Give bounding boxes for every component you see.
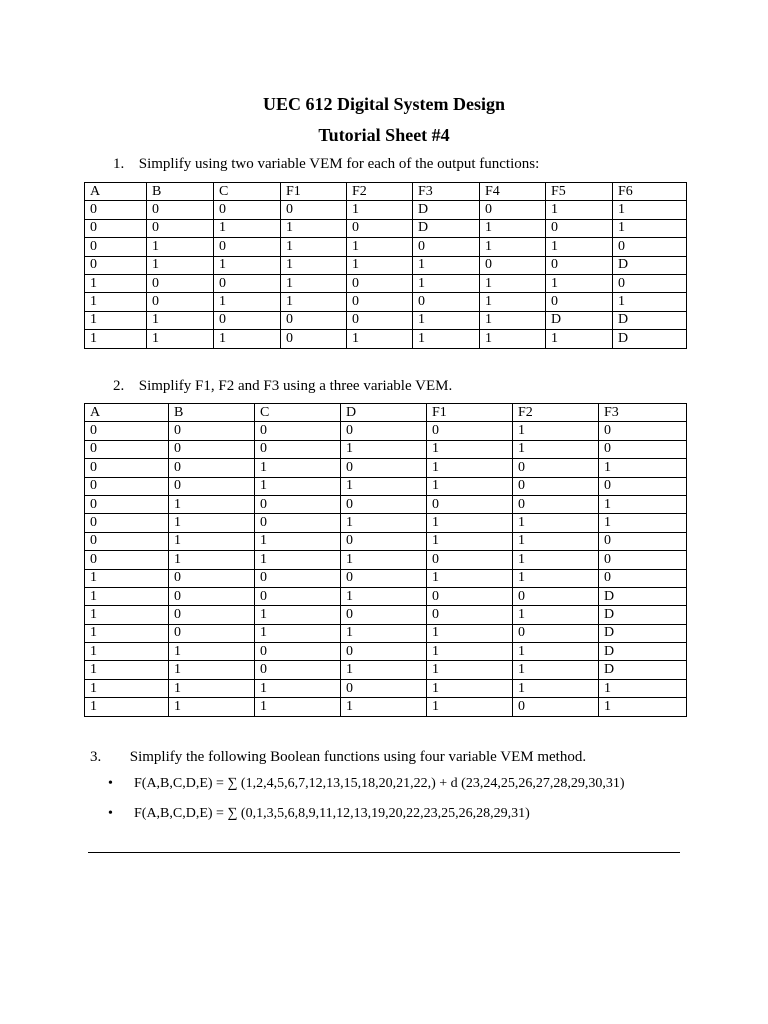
column-header: C bbox=[255, 404, 341, 422]
table-cell: 0 bbox=[513, 698, 599, 716]
function-item-1-text: F(A,B,C,D,E) = ∑ (1,2,4,5,6,7,12,13,15,18,20,21,22,) + d (23,24,25,26,27,28,29,30,31) bbox=[134, 776, 625, 791]
table-cell: 1 bbox=[513, 551, 599, 569]
table-cell: 0 bbox=[347, 219, 413, 237]
table-cell: 1 bbox=[255, 477, 341, 495]
table-cell: 1 bbox=[599, 514, 687, 532]
table-cell: 1 bbox=[85, 311, 147, 329]
column-header: F4 bbox=[480, 183, 546, 201]
table-cell: 1 bbox=[599, 459, 687, 477]
table-cell: D bbox=[546, 311, 613, 329]
column-header: D bbox=[341, 404, 427, 422]
table-cell: 1 bbox=[85, 569, 169, 587]
table-row bbox=[85, 238, 687, 256]
table-cell: 0 bbox=[613, 238, 687, 256]
table-cell: 1 bbox=[169, 551, 255, 569]
footer-divider bbox=[88, 852, 680, 853]
table-cell: 0 bbox=[427, 422, 513, 440]
table-cell: 1 bbox=[513, 440, 599, 458]
truth-table-2-body bbox=[85, 404, 687, 717]
table-cell: 1 bbox=[347, 330, 413, 348]
table-cell: 0 bbox=[255, 495, 341, 513]
column-header: A bbox=[85, 183, 147, 201]
table-cell: 1 bbox=[281, 293, 347, 311]
table-cell: 1 bbox=[427, 643, 513, 661]
table-cell: 0 bbox=[255, 569, 341, 587]
table-cell: 1 bbox=[85, 643, 169, 661]
table-cell: 0 bbox=[513, 459, 599, 477]
table-row bbox=[85, 514, 687, 532]
document-title: UEC 612 Digital System Design bbox=[263, 94, 505, 114]
column-header: F1 bbox=[427, 404, 513, 422]
table-cell: 0 bbox=[147, 293, 214, 311]
table-header-row bbox=[85, 183, 687, 201]
table-cell: 0 bbox=[427, 551, 513, 569]
bullet-icon: • bbox=[108, 806, 113, 821]
table-cell: 1 bbox=[281, 238, 347, 256]
table-cell: 0 bbox=[480, 201, 546, 219]
table-cell: 0 bbox=[255, 440, 341, 458]
table-cell: 0 bbox=[85, 256, 147, 274]
table-cell: 1 bbox=[85, 698, 169, 716]
table-cell: 1 bbox=[480, 330, 546, 348]
table-row bbox=[85, 569, 687, 587]
table-cell: 1 bbox=[413, 256, 480, 274]
table-cell: 1 bbox=[427, 698, 513, 716]
table-cell: 0 bbox=[169, 477, 255, 495]
table-cell: 0 bbox=[85, 219, 147, 237]
table-cell: 1 bbox=[169, 661, 255, 679]
column-header: F3 bbox=[413, 183, 480, 201]
table-cell: D bbox=[599, 624, 687, 642]
table-cell: 1 bbox=[347, 256, 413, 274]
table-cell: 0 bbox=[480, 256, 546, 274]
column-header: B bbox=[169, 404, 255, 422]
column-header: F2 bbox=[513, 404, 599, 422]
table-cell: 0 bbox=[214, 238, 281, 256]
table-cell: 1 bbox=[480, 238, 546, 256]
table-cell: 1 bbox=[427, 661, 513, 679]
bullet-icon: • bbox=[108, 776, 113, 791]
table-row bbox=[85, 459, 687, 477]
table-cell: 1 bbox=[480, 293, 546, 311]
table-cell: 0 bbox=[546, 219, 613, 237]
truth-table-1-body bbox=[85, 183, 687, 349]
table-cell: 1 bbox=[546, 238, 613, 256]
table-cell: 1 bbox=[513, 514, 599, 532]
table-cell: 0 bbox=[341, 679, 427, 697]
table-cell: D bbox=[413, 219, 480, 237]
table-cell: 0 bbox=[85, 201, 147, 219]
table-cell: 1 bbox=[85, 624, 169, 642]
table-cell: 0 bbox=[513, 587, 599, 605]
table-cell: 0 bbox=[347, 311, 413, 329]
table-cell: 1 bbox=[599, 495, 687, 513]
table-cell: 1 bbox=[341, 551, 427, 569]
table-row bbox=[85, 606, 687, 624]
table-row bbox=[85, 293, 687, 311]
table-cell: 0 bbox=[85, 495, 169, 513]
table-cell: 1 bbox=[613, 219, 687, 237]
table-cell: 0 bbox=[169, 624, 255, 642]
table-cell: 1 bbox=[341, 587, 427, 605]
table-row bbox=[85, 643, 687, 661]
table-cell: 1 bbox=[147, 256, 214, 274]
table-cell: 0 bbox=[427, 587, 513, 605]
table-cell: 1 bbox=[427, 459, 513, 477]
column-header: F6 bbox=[613, 183, 687, 201]
table-cell: 1 bbox=[546, 274, 613, 292]
table-cell: 0 bbox=[85, 238, 147, 256]
table-cell: 1 bbox=[513, 569, 599, 587]
table-cell: 0 bbox=[599, 551, 687, 569]
table-cell: 1 bbox=[255, 459, 341, 477]
table-cell: 0 bbox=[255, 422, 341, 440]
table-cell: 1 bbox=[341, 514, 427, 532]
table-cell: 1 bbox=[214, 293, 281, 311]
table-cell: 1 bbox=[169, 698, 255, 716]
table-row bbox=[85, 311, 687, 329]
table-cell: 0 bbox=[513, 624, 599, 642]
table-cell: 0 bbox=[341, 643, 427, 661]
table-cell: 1 bbox=[341, 698, 427, 716]
table-cell: 0 bbox=[169, 569, 255, 587]
function-item-1 bbox=[108, 774, 624, 794]
table-cell: 1 bbox=[413, 274, 480, 292]
table-cell: 0 bbox=[341, 532, 427, 550]
column-header: A bbox=[85, 404, 169, 422]
table-row bbox=[85, 440, 687, 458]
table-cell: 1 bbox=[341, 477, 427, 495]
table-cell: 1 bbox=[169, 514, 255, 532]
column-header: F1 bbox=[281, 183, 347, 201]
table-cell: D bbox=[599, 606, 687, 624]
table-cell: 1 bbox=[214, 330, 281, 348]
table-cell: 1 bbox=[613, 201, 687, 219]
table-cell: 1 bbox=[147, 311, 214, 329]
table-cell: 0 bbox=[599, 569, 687, 587]
function-item-2 bbox=[108, 804, 530, 824]
table-cell: 1 bbox=[413, 311, 480, 329]
table-cell: 0 bbox=[599, 477, 687, 495]
table-cell: 1 bbox=[546, 330, 613, 348]
question-3-text: Simplify the following Boolean functions using four variable VEM method. bbox=[129, 749, 587, 765]
table-cell: 0 bbox=[427, 606, 513, 624]
table-cell: 0 bbox=[546, 293, 613, 311]
table-cell: 1 bbox=[480, 274, 546, 292]
table-row bbox=[85, 274, 687, 292]
table-cell: 0 bbox=[147, 274, 214, 292]
table-cell: D bbox=[613, 311, 687, 329]
table-cell: 0 bbox=[169, 440, 255, 458]
table-cell: 1 bbox=[255, 679, 341, 697]
table-row bbox=[85, 330, 687, 348]
table-cell: 0 bbox=[599, 440, 687, 458]
table-row bbox=[85, 422, 687, 440]
table-cell: 0 bbox=[85, 477, 169, 495]
table-row bbox=[85, 624, 687, 642]
table-row bbox=[85, 661, 687, 679]
table-cell: 1 bbox=[147, 238, 214, 256]
table-cell: 1 bbox=[427, 679, 513, 697]
table-cell: 0 bbox=[214, 311, 281, 329]
table-cell: D bbox=[599, 643, 687, 661]
table-cell: 0 bbox=[347, 274, 413, 292]
table-cell: 0 bbox=[413, 293, 480, 311]
table-cell: 1 bbox=[513, 679, 599, 697]
table-cell: 1 bbox=[599, 679, 687, 697]
table-cell: 1 bbox=[341, 661, 427, 679]
table-cell: 1 bbox=[546, 201, 613, 219]
table-cell: 1 bbox=[341, 440, 427, 458]
document-subtitle: Tutorial Sheet #4 bbox=[318, 125, 450, 145]
table-cell: 1 bbox=[255, 606, 341, 624]
table-cell: 1 bbox=[513, 606, 599, 624]
column-header: C bbox=[214, 183, 281, 201]
table-cell: 0 bbox=[147, 219, 214, 237]
table-cell: 0 bbox=[599, 532, 687, 550]
table-cell: 0 bbox=[85, 551, 169, 569]
table-cell: 1 bbox=[255, 698, 341, 716]
table-cell: 1 bbox=[347, 238, 413, 256]
table-row bbox=[85, 477, 687, 495]
table-cell: 1 bbox=[427, 532, 513, 550]
table-cell: D bbox=[413, 201, 480, 219]
table-cell: 0 bbox=[255, 587, 341, 605]
table-cell: 0 bbox=[85, 532, 169, 550]
table-cell: 1 bbox=[147, 330, 214, 348]
table-cell: D bbox=[613, 256, 687, 274]
table-cell: 1 bbox=[513, 643, 599, 661]
table-row bbox=[85, 495, 687, 513]
table-header-row bbox=[85, 404, 687, 422]
table-cell: 0 bbox=[85, 440, 169, 458]
column-header: F5 bbox=[546, 183, 613, 201]
table-cell: 1 bbox=[480, 219, 546, 237]
table-cell: 1 bbox=[427, 440, 513, 458]
table-cell: 0 bbox=[85, 514, 169, 532]
truth-table-2 bbox=[84, 403, 687, 717]
table-row bbox=[85, 219, 687, 237]
table-cell: 1 bbox=[85, 293, 147, 311]
question-1 bbox=[113, 154, 539, 174]
table-cell: 0 bbox=[341, 459, 427, 477]
table-cell: 1 bbox=[85, 679, 169, 697]
table-cell: 1 bbox=[169, 679, 255, 697]
table-cell: 0 bbox=[147, 201, 214, 219]
table-cell: 0 bbox=[613, 274, 687, 292]
table-cell: 0 bbox=[513, 495, 599, 513]
table-cell: 0 bbox=[413, 238, 480, 256]
table-cell: 0 bbox=[341, 606, 427, 624]
table-cell: 0 bbox=[347, 293, 413, 311]
table-cell: 1 bbox=[427, 477, 513, 495]
table-cell: 1 bbox=[85, 330, 147, 348]
table-row bbox=[85, 698, 687, 716]
table-cell: 1 bbox=[255, 551, 341, 569]
table-row bbox=[85, 551, 687, 569]
table-cell: 1 bbox=[347, 201, 413, 219]
table-row bbox=[85, 679, 687, 697]
question-1-number: 1. bbox=[113, 156, 125, 172]
table-cell: 0 bbox=[214, 274, 281, 292]
table-cell: 0 bbox=[599, 422, 687, 440]
table-row bbox=[85, 201, 687, 219]
table-cell: 1 bbox=[341, 624, 427, 642]
table-cell: 1 bbox=[214, 219, 281, 237]
column-header: F2 bbox=[347, 183, 413, 201]
question-1-text: Simplify using two variable VEM for each of the output functions: bbox=[138, 156, 540, 172]
table-cell: 1 bbox=[85, 587, 169, 605]
table-cell: 0 bbox=[169, 606, 255, 624]
table-cell: 1 bbox=[255, 532, 341, 550]
function-item-2-text: F(A,B,C,D,E) = ∑ (0,1,3,5,6,8,9,11,12,13,19,20,22,23,25,26,28,29,31) bbox=[134, 806, 530, 821]
table-cell: 1 bbox=[281, 256, 347, 274]
table-cell: 0 bbox=[169, 459, 255, 477]
question-2-number: 2. bbox=[113, 378, 125, 394]
table-cell: 1 bbox=[169, 532, 255, 550]
table-cell: 0 bbox=[341, 495, 427, 513]
truth-table-1 bbox=[84, 182, 687, 349]
table-cell: 0 bbox=[341, 422, 427, 440]
table-cell: 0 bbox=[281, 201, 347, 219]
table-cell: D bbox=[599, 661, 687, 679]
table-cell: 0 bbox=[281, 330, 347, 348]
question-3-number: 3. bbox=[90, 749, 102, 765]
table-cell: 1 bbox=[427, 624, 513, 642]
table-cell: 1 bbox=[613, 293, 687, 311]
table-cell: 1 bbox=[480, 311, 546, 329]
table-cell: 1 bbox=[169, 495, 255, 513]
table-cell: 1 bbox=[599, 698, 687, 716]
table-cell: 1 bbox=[214, 256, 281, 274]
table-cell: 0 bbox=[427, 495, 513, 513]
table-cell: 0 bbox=[255, 661, 341, 679]
table-cell: 1 bbox=[427, 514, 513, 532]
table-cell: 0 bbox=[546, 256, 613, 274]
table-cell: 0 bbox=[85, 422, 169, 440]
table-cell: 1 bbox=[85, 661, 169, 679]
table-cell: 1 bbox=[281, 274, 347, 292]
column-header: F3 bbox=[599, 404, 687, 422]
table-cell: 1 bbox=[513, 661, 599, 679]
question-2 bbox=[113, 376, 452, 396]
table-cell: 0 bbox=[255, 643, 341, 661]
table-cell: 1 bbox=[85, 606, 169, 624]
table-cell: 1 bbox=[513, 422, 599, 440]
table-row bbox=[85, 532, 687, 550]
table-cell: 1 bbox=[169, 643, 255, 661]
table-cell: 0 bbox=[255, 514, 341, 532]
table-cell: 1 bbox=[85, 274, 147, 292]
table-cell: 1 bbox=[413, 330, 480, 348]
table-cell: 0 bbox=[513, 477, 599, 495]
table-cell: 0 bbox=[169, 422, 255, 440]
table-cell: 0 bbox=[214, 201, 281, 219]
table-cell: 0 bbox=[85, 459, 169, 477]
table-row bbox=[85, 256, 687, 274]
table-cell: 1 bbox=[255, 624, 341, 642]
question-3 bbox=[90, 747, 586, 767]
table-cell: 1 bbox=[513, 532, 599, 550]
table-cell: D bbox=[613, 330, 687, 348]
table-row bbox=[85, 587, 687, 605]
table-cell: 0 bbox=[169, 587, 255, 605]
column-header: B bbox=[147, 183, 214, 201]
table-cell: 1 bbox=[427, 569, 513, 587]
table-cell: 0 bbox=[281, 311, 347, 329]
table-cell: D bbox=[599, 587, 687, 605]
table-cell: 0 bbox=[341, 569, 427, 587]
table-cell: 1 bbox=[281, 219, 347, 237]
question-2-text: Simplify F1, F2 and F3 using a three variable VEM. bbox=[138, 378, 453, 394]
